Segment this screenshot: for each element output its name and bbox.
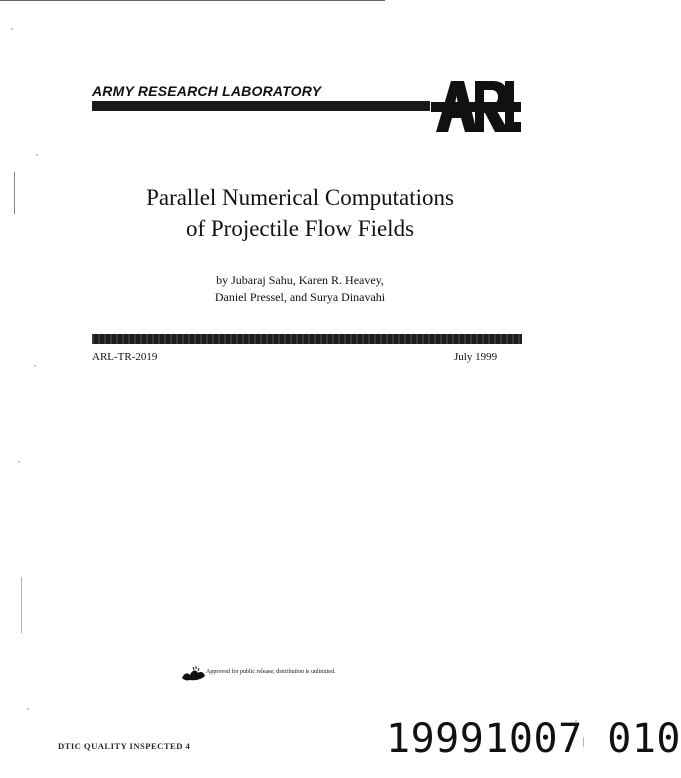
quality-stamp: DTIC QUALITY INSPECTED 4 (58, 742, 191, 751)
scan-speck (34, 365, 36, 367)
top-scan-rule (0, 0, 385, 1)
title-line-1: Parallel Numerical Computations (146, 185, 454, 210)
report-title (126, 182, 474, 244)
scan-speck (11, 28, 13, 30)
left-margin-mark (14, 172, 15, 214)
scan-speck (36, 154, 38, 156)
distribution-statement (178, 664, 418, 688)
document-id: 19991007 010 (386, 716, 681, 762)
report-date: July 1999 (454, 351, 498, 363)
scan-speck (18, 461, 20, 463)
left-margin-mark-lower (21, 577, 22, 633)
authors (170, 272, 430, 306)
header-bar (92, 101, 430, 111)
scan-speck (583, 737, 584, 747)
scan-speck (575, 720, 577, 722)
ink-smudge-icon (178, 666, 208, 684)
title-line-2: of Projectile Flow Fields (185, 216, 415, 241)
authors-line-2: Daniel Pressel, and Surya Dinavahi (214, 290, 386, 304)
authors-line-1: by Jubaraj Sahu, Karen R. Heavey, (216, 273, 384, 287)
arl-logo-icon (431, 78, 521, 134)
report-number: ARL-TR-2019 (92, 351, 158, 363)
distribution-text: Approved for public release; distribution is unlimited. (206, 669, 336, 675)
lab-name: ARMY RESEARCH LABORATORY (92, 83, 322, 99)
section-separator-bar (92, 334, 522, 344)
scan-speck (27, 708, 29, 710)
